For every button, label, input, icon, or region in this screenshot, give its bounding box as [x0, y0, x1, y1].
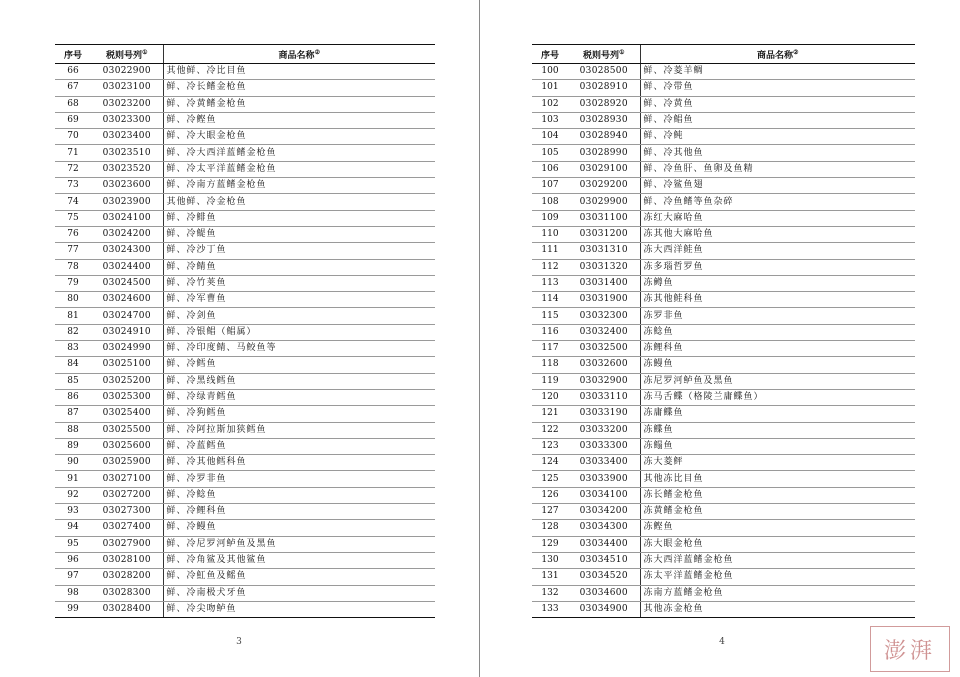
- table-row: [532, 504, 915, 520]
- cell-code: 03034510: [568, 552, 640, 568]
- cell-code: 03027100: [91, 471, 163, 487]
- cell-name: 冻鳟鱼: [640, 275, 915, 291]
- cell-code: 03024500: [91, 275, 163, 291]
- table-row: [532, 129, 915, 145]
- cell-seq: 103: [532, 112, 568, 128]
- cell-code: 03023300: [91, 112, 163, 128]
- cell-seq: 78: [55, 259, 91, 275]
- cell-seq: 104: [532, 129, 568, 145]
- table-row: [532, 259, 915, 275]
- cell-seq: 86: [55, 389, 91, 405]
- cell-seq: 132: [532, 585, 568, 601]
- cell-seq: 73: [55, 178, 91, 194]
- cell-name: 鲜、冷狗鳕鱼: [163, 406, 435, 422]
- cell-name: 鲜、冷鱼鳍等鱼杂碎: [640, 194, 915, 210]
- cell-seq: 87: [55, 406, 91, 422]
- cell-code: 03025100: [91, 357, 163, 373]
- cell-code: 03028300: [91, 585, 163, 601]
- cell-seq: 119: [532, 373, 568, 389]
- cell-code: 03028200: [91, 569, 163, 585]
- cell-seq: 72: [55, 161, 91, 177]
- cell-code: 03025200: [91, 373, 163, 389]
- cell-name: 冻庸鲽鱼: [640, 406, 915, 422]
- table-row: [55, 406, 435, 422]
- header-name: 商品名称②: [163, 45, 435, 64]
- cell-code: 03023200: [91, 96, 163, 112]
- header-code: 税则号列①: [568, 45, 640, 64]
- cell-code: 03034300: [568, 520, 640, 536]
- table-row: [55, 194, 435, 210]
- cell-code: 03029100: [568, 161, 640, 177]
- table-body: [532, 64, 915, 618]
- cell-name: 鲜、冷黄鳍金枪鱼: [163, 96, 435, 112]
- cell-code: 03029200: [568, 178, 640, 194]
- cell-seq: 128: [532, 520, 568, 536]
- table-row: [532, 161, 915, 177]
- table-row: [532, 226, 915, 242]
- table-row: [55, 292, 435, 308]
- cell-seq: 93: [55, 504, 91, 520]
- cell-seq: 120: [532, 389, 568, 405]
- cell-seq: 74: [55, 194, 91, 210]
- cell-name: 冻鲶鱼: [640, 324, 915, 340]
- page-number: 3: [236, 637, 242, 647]
- table-row: [532, 145, 915, 161]
- cell-code: 03031900: [568, 292, 640, 308]
- cell-code: 03024400: [91, 259, 163, 275]
- cell-seq: 69: [55, 112, 91, 128]
- cell-code: 03023520: [91, 161, 163, 177]
- cell-name: 鲜、冷鲣鱼: [163, 112, 435, 128]
- cell-code: 03024700: [91, 308, 163, 324]
- table-row: [532, 178, 915, 194]
- cell-code: 03025500: [91, 422, 163, 438]
- cell-name: 鲜、冷菱羊鲷: [640, 64, 915, 80]
- cell-seq: 99: [55, 601, 91, 617]
- page-number: 4: [719, 637, 725, 647]
- cell-seq: 110: [532, 226, 568, 242]
- cell-seq: 76: [55, 226, 91, 242]
- cell-seq: 79: [55, 275, 91, 291]
- cell-seq: 129: [532, 536, 568, 552]
- cell-name: 冻红大麻哈鱼: [640, 210, 915, 226]
- cell-code: 03024100: [91, 210, 163, 226]
- cell-seq: 85: [55, 373, 91, 389]
- cell-name: 鲜、冷大西洋蓝鳍金枪鱼: [163, 145, 435, 161]
- left-page: [0, 0, 479, 677]
- cell-name: 鲜、冷南极犬牙鱼: [163, 585, 435, 601]
- cell-seq: 88: [55, 422, 91, 438]
- cell-code: 03027900: [91, 536, 163, 552]
- cell-name: 鲜、冷带鱼: [640, 80, 915, 96]
- table-row: [55, 129, 435, 145]
- cell-code: 03033190: [568, 406, 640, 422]
- cell-seq: 84: [55, 357, 91, 373]
- table-row: [532, 275, 915, 291]
- cell-code: 03034400: [568, 536, 640, 552]
- cell-name: 鲜、冷角鲨及其他鲨鱼: [163, 552, 435, 568]
- cell-seq: 112: [532, 259, 568, 275]
- cell-seq: 105: [532, 145, 568, 161]
- cell-code: 03024910: [91, 324, 163, 340]
- header-seq: 序号: [532, 45, 568, 64]
- cell-name: 冻太平洋蓝鳍金枪鱼: [640, 569, 915, 585]
- table-row: [532, 455, 915, 471]
- table-row: [55, 520, 435, 536]
- cell-seq: 106: [532, 161, 568, 177]
- cell-code: 03027200: [91, 487, 163, 503]
- cell-seq: 116: [532, 324, 568, 340]
- cell-code: 03025300: [91, 389, 163, 405]
- table-row: [55, 275, 435, 291]
- table-row: [55, 585, 435, 601]
- cell-code: 03033300: [568, 438, 640, 454]
- cell-seq: 133: [532, 601, 568, 617]
- header-code: 税则号列①: [91, 45, 163, 64]
- tariff-table-right: [532, 44, 915, 618]
- cell-seq: 115: [532, 308, 568, 324]
- cell-name: 冻长鳍金枪鱼: [640, 487, 915, 503]
- cell-name: 鲜、冷鳕鱼: [163, 357, 435, 373]
- cell-seq: 111: [532, 243, 568, 259]
- cell-name: 鲜、冷银鲳（鲳属）: [163, 324, 435, 340]
- table-row: [532, 552, 915, 568]
- table-row: [55, 161, 435, 177]
- cell-code: 03033900: [568, 471, 640, 487]
- table-row: [55, 178, 435, 194]
- cell-code: 03023600: [91, 178, 163, 194]
- cell-seq: 126: [532, 487, 568, 503]
- cell-seq: 67: [55, 80, 91, 96]
- cell-code: 03034520: [568, 569, 640, 585]
- cell-seq: 66: [55, 64, 91, 80]
- cell-code: 03024300: [91, 243, 163, 259]
- cell-seq: 118: [532, 357, 568, 373]
- cell-code: 03023900: [91, 194, 163, 210]
- table-row: [55, 536, 435, 552]
- cell-code: 03031400: [568, 275, 640, 291]
- table-row: [532, 112, 915, 128]
- cell-code: 03024600: [91, 292, 163, 308]
- table-row: [55, 389, 435, 405]
- cell-name: 鲜、冷鲤科鱼: [163, 504, 435, 520]
- cell-seq: 131: [532, 569, 568, 585]
- cell-seq: 125: [532, 471, 568, 487]
- table-row: [532, 471, 915, 487]
- table-row: [532, 585, 915, 601]
- cell-seq: 75: [55, 210, 91, 226]
- cell-code: 03023510: [91, 145, 163, 161]
- cell-code: 03024990: [91, 341, 163, 357]
- table-row: [532, 438, 915, 454]
- cell-code: 03028940: [568, 129, 640, 145]
- cell-code: 03033400: [568, 455, 640, 471]
- table-row: [55, 64, 435, 80]
- cell-code: 03034100: [568, 487, 640, 503]
- cell-name: 鲜、冷鲱鱼: [163, 210, 435, 226]
- cell-code: 03025400: [91, 406, 163, 422]
- cell-code: 03033110: [568, 389, 640, 405]
- table-row: [55, 552, 435, 568]
- table-row: [55, 438, 435, 454]
- table-row: [532, 601, 915, 617]
- table-row: [55, 226, 435, 242]
- cell-seq: 127: [532, 504, 568, 520]
- table-row: [55, 422, 435, 438]
- cell-name: 冻鲤科鱼: [640, 341, 915, 357]
- table-row: [55, 569, 435, 585]
- cell-code: 03031320: [568, 259, 640, 275]
- cell-seq: 91: [55, 471, 91, 487]
- cell-name: 冻大眼金枪鱼: [640, 536, 915, 552]
- cell-name: 冻马舌鲽（格陵兰庸鲽鱼）: [640, 389, 915, 405]
- table-row: [532, 308, 915, 324]
- cell-name: 鲜、冷绿青鳕鱼: [163, 389, 435, 405]
- cell-seq: 124: [532, 455, 568, 471]
- cell-name: 其他冻比目鱼: [640, 471, 915, 487]
- table-row: [532, 406, 915, 422]
- cell-name: 鲜、冷鲭鱼: [163, 259, 435, 275]
- table-row: [55, 357, 435, 373]
- table-row: [532, 373, 915, 389]
- cell-name: 鲜、冷阿拉斯加狭鳕鱼: [163, 422, 435, 438]
- watermark-seal: 澎湃: [870, 626, 950, 672]
- cell-code: 03022900: [91, 64, 163, 80]
- table-row: [532, 96, 915, 112]
- cell-name: 鲜、冷鲨鱼翅: [640, 178, 915, 194]
- table-row: [55, 601, 435, 617]
- cell-code: 03032600: [568, 357, 640, 373]
- cell-name: 鲜、冷尼罗河鲈鱼及黑鱼: [163, 536, 435, 552]
- cell-name: 鲜、冷印度鲭、马鲛鱼等: [163, 341, 435, 357]
- cell-seq: 80: [55, 292, 91, 308]
- cell-name: 冻鲽鱼: [640, 422, 915, 438]
- table-row: [532, 357, 915, 373]
- table-body: [55, 64, 435, 618]
- cell-code: 03031100: [568, 210, 640, 226]
- cell-name: 鲜、冷军曹鱼: [163, 292, 435, 308]
- cell-code: 03028910: [568, 80, 640, 96]
- header-name: 商品名称②: [640, 45, 915, 64]
- cell-code: 03033200: [568, 422, 640, 438]
- cell-name: 鲜、冷鲳鱼: [640, 112, 915, 128]
- cell-code: 03032900: [568, 373, 640, 389]
- cell-code: 03034200: [568, 504, 640, 520]
- cell-seq: 94: [55, 520, 91, 536]
- cell-seq: 123: [532, 438, 568, 454]
- cell-code: 03025900: [91, 455, 163, 471]
- cell-name: 冻罗非鱼: [640, 308, 915, 324]
- cell-seq: 95: [55, 536, 91, 552]
- cell-seq: 121: [532, 406, 568, 422]
- cell-code: 03024200: [91, 226, 163, 242]
- cell-code: 03032400: [568, 324, 640, 340]
- cell-seq: 71: [55, 145, 91, 161]
- table-row: [532, 569, 915, 585]
- cell-name: 其他冻金枪鱼: [640, 601, 915, 617]
- table-row: [55, 259, 435, 275]
- table-row: [532, 64, 915, 80]
- cell-name: 冻其他鲑科鱼: [640, 292, 915, 308]
- table-row: [55, 96, 435, 112]
- table-row: [55, 80, 435, 96]
- cell-name: 鲜、冷尖吻鲈鱼: [163, 601, 435, 617]
- cell-name: 鲜、冷沙丁鱼: [163, 243, 435, 259]
- right-page: [481, 0, 960, 677]
- cell-name: 鲜、冷魟鱼及鳐鱼: [163, 569, 435, 585]
- cell-name: 其他鲜、冷比目鱼: [163, 64, 435, 80]
- cell-code: 03032300: [568, 308, 640, 324]
- cell-name: 鲜、冷鳗鱼: [163, 520, 435, 536]
- cell-name: 鲜、冷长鳍金枪鱼: [163, 80, 435, 96]
- cell-name: 冻多瑙哲罗鱼: [640, 259, 915, 275]
- cell-name: 冻大西洋鲑鱼: [640, 243, 915, 259]
- cell-name: 冻鳎鱼: [640, 438, 915, 454]
- table-row: [532, 324, 915, 340]
- cell-code: 03028100: [91, 552, 163, 568]
- cell-name: 鲜、冷竹荚鱼: [163, 275, 435, 291]
- cell-seq: 101: [532, 80, 568, 96]
- cell-code: 03031310: [568, 243, 640, 259]
- cell-name: 冻其他大麻哈鱼: [640, 226, 915, 242]
- cell-name: 鲜、冷大眼金枪鱼: [163, 129, 435, 145]
- cell-seq: 102: [532, 96, 568, 112]
- cell-name: 鲜、冷黄鱼: [640, 96, 915, 112]
- cell-seq: 96: [55, 552, 91, 568]
- cell-code: 03028400: [91, 601, 163, 617]
- cell-seq: 122: [532, 422, 568, 438]
- cell-name: 冻大菱鲆: [640, 455, 915, 471]
- cell-seq: 130: [532, 552, 568, 568]
- table-row: [55, 471, 435, 487]
- cell-code: 03032500: [568, 341, 640, 357]
- cell-code: 03028920: [568, 96, 640, 112]
- cell-name: 鲜、冷剑鱼: [163, 308, 435, 324]
- cell-seq: 98: [55, 585, 91, 601]
- cell-seq: 109: [532, 210, 568, 226]
- table-row: [55, 112, 435, 128]
- table-row: [532, 487, 915, 503]
- cell-name: 鲜、冷黑线鳕鱼: [163, 373, 435, 389]
- cell-seq: 70: [55, 129, 91, 145]
- cell-name: 鲜、冷鱼肝、鱼卵及鱼精: [640, 161, 915, 177]
- cell-seq: 108: [532, 194, 568, 210]
- table-row: [532, 243, 915, 259]
- table-row: [532, 389, 915, 405]
- cell-code: 03023100: [91, 80, 163, 96]
- cell-code: 03028500: [568, 64, 640, 80]
- cell-seq: 113: [532, 275, 568, 291]
- cell-name: 鲜、冷鲶鱼: [163, 487, 435, 503]
- cell-seq: 117: [532, 341, 568, 357]
- cell-name: 鲜、冷其他鳕科鱼: [163, 455, 435, 471]
- table-row: [532, 536, 915, 552]
- table-row: [532, 80, 915, 96]
- cell-seq: 81: [55, 308, 91, 324]
- cell-seq: 90: [55, 455, 91, 471]
- cell-code: 03034900: [568, 601, 640, 617]
- cell-name: 鲜、冷太平洋蓝鳍金枪鱼: [163, 161, 435, 177]
- header-seq: 序号: [55, 45, 91, 64]
- cell-code: 03031200: [568, 226, 640, 242]
- cell-code: 03023400: [91, 129, 163, 145]
- cell-seq: 77: [55, 243, 91, 259]
- cell-name: 冻鲣鱼: [640, 520, 915, 536]
- cell-name: 鲜、冷其他鱼: [640, 145, 915, 161]
- cell-seq: 100: [532, 64, 568, 80]
- table-row: [55, 373, 435, 389]
- cell-name: 鲜、冷鳀鱼: [163, 226, 435, 242]
- cell-name: 冻大西洋蓝鳍金枪鱼: [640, 552, 915, 568]
- cell-name: 冻南方蓝鳍金枪鱼: [640, 585, 915, 601]
- table-row: [532, 292, 915, 308]
- table-row: [55, 504, 435, 520]
- table-row: [532, 194, 915, 210]
- table-row: [55, 455, 435, 471]
- cell-name: 冻鳗鱼: [640, 357, 915, 373]
- page-divider: [479, 0, 480, 677]
- cell-seq: 92: [55, 487, 91, 503]
- table-row: [55, 324, 435, 340]
- cell-name: 其他鲜、冷金枪鱼: [163, 194, 435, 210]
- cell-seq: 97: [55, 569, 91, 585]
- cell-seq: 83: [55, 341, 91, 357]
- table-row: [55, 210, 435, 226]
- cell-seq: 68: [55, 96, 91, 112]
- cell-code: 03028990: [568, 145, 640, 161]
- cell-code: 03027400: [91, 520, 163, 536]
- cell-name: 鲜、冷南方蓝鳍金枪鱼: [163, 178, 435, 194]
- table-row: [55, 308, 435, 324]
- cell-name: 冻黄鳍金枪鱼: [640, 504, 915, 520]
- table-row: [55, 341, 435, 357]
- cell-code: 03029900: [568, 194, 640, 210]
- cell-name: 鲜、冷蓝鳕鱼: [163, 438, 435, 454]
- cell-code: 03027300: [91, 504, 163, 520]
- table-row: [532, 341, 915, 357]
- tariff-table-left: [55, 44, 435, 618]
- cell-name: 冻尼罗河鲈鱼及黑鱼: [640, 373, 915, 389]
- table-row: [55, 243, 435, 259]
- table-row: [55, 145, 435, 161]
- table-row: [532, 520, 915, 536]
- cell-code: 03028930: [568, 112, 640, 128]
- cell-seq: 114: [532, 292, 568, 308]
- cell-name: 鲜、冷鲀: [640, 129, 915, 145]
- table-row: [55, 487, 435, 503]
- cell-code: 03025600: [91, 438, 163, 454]
- cell-code: 03034600: [568, 585, 640, 601]
- table-header-row: [532, 45, 915, 64]
- cell-seq: 107: [532, 178, 568, 194]
- cell-seq: 89: [55, 438, 91, 454]
- table-row: [532, 422, 915, 438]
- table-header-row: [55, 45, 435, 64]
- table-row: [532, 210, 915, 226]
- cell-name: 鲜、冷罗非鱼: [163, 471, 435, 487]
- cell-seq: 82: [55, 324, 91, 340]
